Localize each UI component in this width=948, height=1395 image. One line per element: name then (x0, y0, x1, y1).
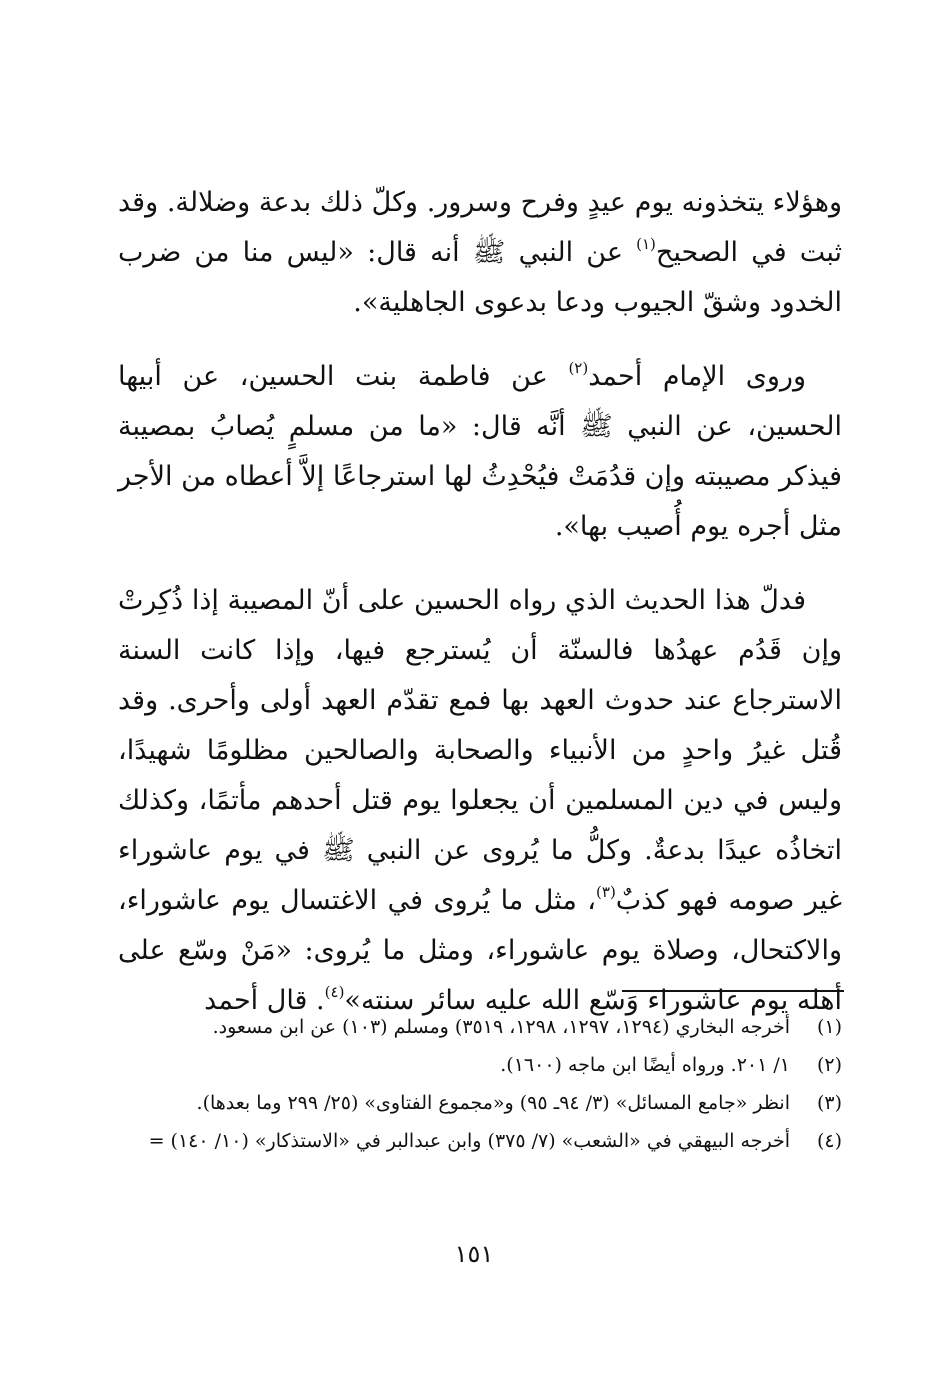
footnote-divider (622, 990, 844, 992)
footnote-4 (112, 1124, 842, 1158)
footnote-ref-1: (١) (636, 235, 656, 253)
footnote-text: أخرجه البخاري (١٢٩٤، ١٢٩٧، ١٢٩٨، ٣٥١٩) ومسلم (١٠٣) عن ابن مسعود. (212, 1016, 790, 1038)
paragraph-2 (118, 352, 842, 552)
paragraph-text: فدلّ هذا الحديث الذي رواه الحسين على أنّ المصيبة إذا ذُكِرتْ وإن قَدُم عهدُها فالسنّة أن يُسترجع فيها، وإذا كانت السنة الاسترجاع عند حدوث العهد بها فمع تقدّم العهد أولى وأحرى. وقد قُتل غيرُ واحدٍ من الأنبياء والصحابة والصالحين مظلومًا شهيدًا، وليس في دين المسلمين أن يجعلوا يوم قتل أحدهم مأتمًا، وكذلك اتخاذُه عيدًا بدعةٌ. وكلُّ ما يُروى عن النبي ﷺ في يوم عاشوراء غير صومه فهو كذبٌ (118, 585, 842, 916)
paragraph-3 (118, 576, 842, 1026)
main-text (118, 178, 842, 1050)
footnote-text: أخرجه البيهقي في «الشعب» (٧/ ٣٧٥) وابن عبدالبر في «الاستذكار» (١٠/ ١٤٠) = (148, 1130, 790, 1152)
footnote-1 (112, 1010, 842, 1044)
paragraph-text: عن فاطمة بنت الحسين، عن أبيها الحسين، عن النبي ﷺ أنَّه قال: «ما من مسلمٍ يُصابُ بمصيبة فيذكر مصيبته وإن قدُمَتْ فيُحْدِثُ لها استرجاعًا إلاَّ أعطاه من الأجر مثل أجره يوم أُصيب بها». (118, 361, 842, 542)
footnote-number: (٢) (816, 1054, 842, 1076)
footnote-3 (112, 1086, 842, 1120)
footnote-ref-3: (٣) (596, 883, 616, 901)
paragraph-text: . قال أحمد (204, 985, 325, 1016)
footnote-2 (112, 1048, 842, 1082)
footnote-text: انظر «جامع المسائل» (٣/ ٩٤ـ ٩٥) و«مجموع الفتاوى» (٢٥/ ٢٩٩ وما بعدها). (196, 1092, 790, 1114)
paragraph-text: وروى الإمام أحمد (588, 361, 806, 392)
footnote-ref-2: (٢) (568, 359, 589, 377)
footnote-number: (١) (816, 1016, 842, 1038)
paragraph-text: وهؤلاء يتخذونه يوم عيدٍ وفرح وسرور. وكلّ ذلك بدعة وضلالة. وقد ثبت في الصحيح (118, 187, 842, 268)
paragraph-text: ، مثل ما يُروى في الاغتسال يوم عاشوراء، والاكتحال، وصلاة يوم عاشوراء، ومثل ما يُروى: «مَنْ وسّع على أهله يوم عاشوراء وَسّع الله عليه سائر سنته» (118, 885, 842, 1016)
paragraph-1 (118, 178, 842, 328)
footnote-ref-4: (٤) (324, 983, 345, 1001)
page-number: ١٥١ (454, 1240, 494, 1268)
footnote-text: ١/ ٢٠١. ورواه أيضًا ابن ماجه (١٦٠٠). (500, 1054, 790, 1076)
paragraph-text: عن النبي ﷺ أنه قال: «ليس منا من ضرب الخدود وشقّ الجيوب ودعا بدعوى الجاهلية». (118, 237, 842, 318)
footnote-number: (٤) (816, 1130, 842, 1152)
footnote-number: (٣) (816, 1092, 842, 1114)
footnotes (112, 1010, 842, 1162)
